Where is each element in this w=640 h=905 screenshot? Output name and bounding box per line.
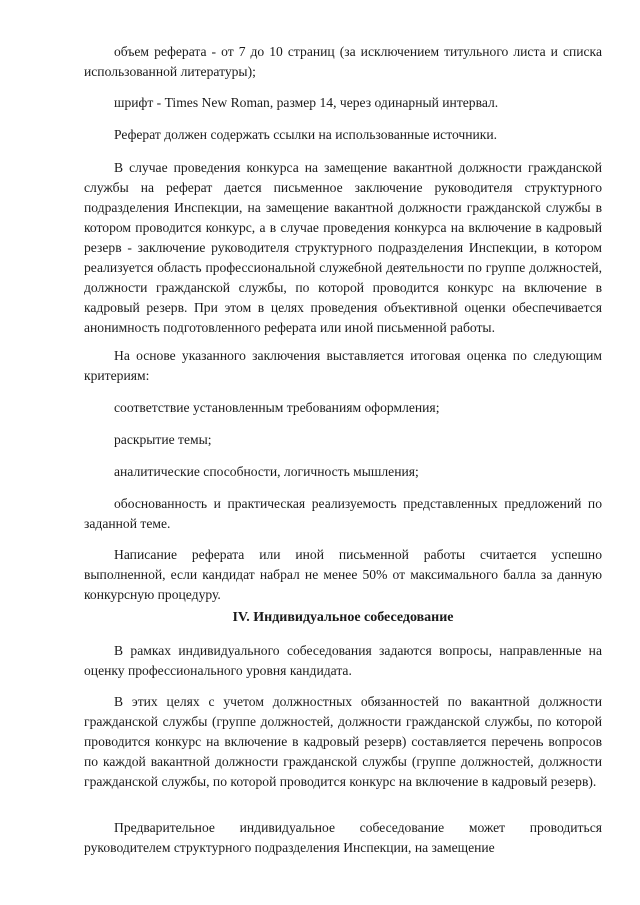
paragraph-preliminary-interview: Предварительное индивидуальное собеседование может проводиться руководителем структурного подразделения Инспекции, на замещение [84,820,602,855]
paragraph-interview-questions: В рамках индивидуального собеседования задаются вопросы, направленные на оценку профессионального уровня кандидата. [84,643,602,678]
criterion-analytical-skills: аналитические способности, логичность мышления; [114,464,419,479]
criterion-proposals-feasibility: обоснованность и практическая реализуемость представленных предложений по заданной теме. [84,496,602,531]
criterion-formatting: соответствие установленным требованиям оформления; [114,400,440,415]
paragraph-references-requirement: Реферат должен содержать ссылки на использованные источники. [114,127,498,142]
section-heading-individual-interview: IV. Индивидуальное собеседование [232,610,454,625]
criterion-topic-coverage: раскрытие темы; [114,432,212,447]
paragraph-font-requirements: шрифт - Times New Roman, размер 14, через одинарный интервал. [114,95,499,110]
paragraph-question-list: В этих целях с учетом должностных обязанностей по вакантной должности гражданской службы (группе должностей, должности гражданской службы, по которой проводится конкурс на включение в кадровый резерв) составляется перечень вопросов по каждой вакантной должности гражданской службы (группе должностей, должности гражданской службы, по которой проводится конкурс на включение в кадровый резерв). [84,694,602,789]
paragraph-abstract-volume: объем реферата - от 7 до 10 страниц (за исключением титульного листа и списка использованной литературы); [84,44,602,79]
paragraph-final-assessment-criteria: На основе указанного заключения выставляется итоговая оценка по следующим критериям: [84,348,602,383]
paragraph-success-threshold: Написание реферата или иной письменной работы считается успешно выполненной, если кандидат набрал не менее 50% от максимального балла за данную конкурсную процедуру. [84,547,602,602]
paragraph-written-conclusion: В случае проведения конкурса на замещение вакантной должности гражданской службы на реферат дается письменное заключение руководителя структурного подразделения Инспекции, на замещение вакантной должности гражданской службы в котором проводится конкурс, а в случае проведения конкурса на включение в кадровый резерв - заключение руководителя структурного подразделения Инспекции, в котором реализуется область профессиональной служебной деятельности по группе должностей, должности гражданской службы, по которой проводится конкурс на включение в кадровый резерв. При этом в целях проведения объективной оценки обеспечивается анонимность подготовленного реферата или иной письменной работы. [84,160,602,335]
